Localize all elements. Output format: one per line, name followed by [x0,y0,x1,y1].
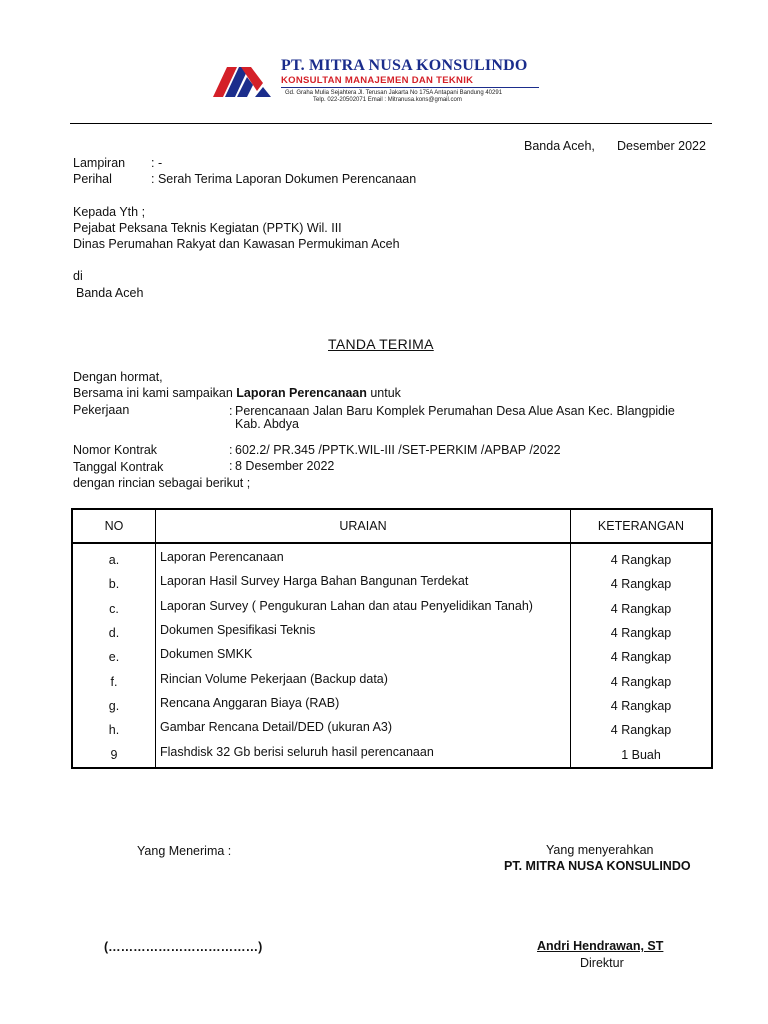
header-uraian: URAIAN [156,509,571,543]
row-no: 9 [72,742,156,767]
tanggal-kontrak-colon: : [229,459,233,473]
receiver-signature-blank: (………………………………) [104,940,263,954]
table-row [72,597,712,621]
row-no: h. [72,718,156,742]
pekerjaan-line-1: Perencanaan Jalan Baru Komplek Perumahan Desa Alue Asan Kec. Blangpidie [235,404,675,418]
row-uraian: Laporan Perencanaan [160,550,284,565]
pekerjaan-line-2: Kab. Abdya [235,417,299,431]
date: Desember 2022 [617,139,706,153]
row-keterangan: 1 Buah [571,742,713,767]
pekerjaan-label: Pekerjaan [73,403,130,417]
table-row [72,621,712,645]
nomor-kontrak-colon: : [229,443,233,457]
recipient-line-1: Pejabat Peksana Teknis Kegiatan (PPTK) Wil. III [73,221,342,235]
row-uraian: Gambar Rencana Detail/DED (ukuran A3) [160,720,393,735]
row-no: g. [72,694,156,718]
recipient-greeting: Kepada Yth ; [73,205,146,219]
document-title: TANDA TERIMA [328,336,434,352]
lampiran-value: : - [151,156,163,170]
row-uraian: Dokumen Spesifikasi Teknis [160,623,316,638]
table-row [72,742,712,767]
row-no: b. [72,572,156,596]
header-keterangan: KETERANGAN [571,509,713,543]
pekerjaan-colon: : [229,404,233,418]
row-no: d. [72,621,156,645]
perihal-label: Perihal [73,172,112,186]
row-uraian: Dokumen SMKK [160,647,253,662]
row-no: a. [72,543,156,572]
receiver-label: Yang Menerima : [137,844,232,858]
nomor-kontrak-value: 602.2/ PR.345 /PPTK.WIL-III /SET-PERKIM /APBAP /2022 [235,443,561,457]
company-name: PT. MITRA NUSA KONSULINDO [281,57,528,74]
table-row [72,645,712,669]
company-contact: Telp. 022-20502071 Email : Mitranusa.kons@gmail.com [313,97,462,103]
sender-title: Direktur [580,956,624,970]
row-keterangan: 4 Rangkap [571,621,713,645]
row-no: c. [72,597,156,621]
row-keterangan: 4 Rangkap [571,669,713,693]
row-no: f. [72,669,156,693]
recipient-line-2: Dinas Perumahan Rakyat dan Kawasan Permukiman Aceh [73,237,400,251]
recipient-city: Banda Aceh [76,286,144,300]
rincian-text: dengan rincian sebagai berikut ; [73,476,251,490]
row-keterangan: 4 Rangkap [571,645,713,669]
letterhead [205,55,540,105]
company-address: Gd. Graha Mulia Sejahtera Jl. Terusan Jakarta No 175A Antapani Bandung 40291 [285,90,503,96]
sender-company: PT. MITRA NUSA KONSULINDO [504,859,691,873]
row-uraian: Flashdisk 32 Gb berisi seluruh hasil perencanaan [160,744,434,759]
table-row [72,694,712,718]
row-keterangan: 4 Rangkap [571,597,713,621]
row-no: e. [72,645,156,669]
intro-post: untuk [366,386,401,400]
row-uraian: Rincian Volume Pekerjaan (Backup data) [160,671,388,686]
place: Banda Aceh, [524,139,595,153]
row-keterangan: 4 Rangkap [571,572,713,596]
sender-label: Yang menyerahkan [546,843,654,857]
intro-bold: Laporan Perencanaan [236,386,367,400]
header-no: NO [72,509,156,543]
recipient-di: di [73,269,83,283]
intro-line [73,386,401,400]
row-uraian: Laporan Survey ( Pengukuran Lahan dan atau Penyelidikan Tanah) [160,598,533,613]
letterhead-rule [281,87,539,88]
row-keterangan: 4 Rangkap [571,694,713,718]
header-divider [70,123,712,124]
row-uraian: Rencana Anggaran Biaya (RAB) [160,695,340,710]
row-keterangan: 4 Rangkap [571,543,713,572]
company-logo-icon [211,59,273,99]
table-header-row [72,509,712,543]
intro-pre: Bersama ini kami sampaikan [73,386,237,400]
perihal-value: : Serah Terima Laporan Dokumen Perencanaan [151,172,417,186]
table-row [72,718,712,742]
table-row [72,572,712,596]
items-table [71,508,713,769]
table-row [72,669,712,693]
sender-name: Andri Hendrawan, ST [537,939,664,953]
row-keterangan: 4 Rangkap [571,718,713,742]
table-row [72,543,712,572]
nomor-kontrak-label: Nomor Kontrak [73,443,158,457]
tanggal-kontrak-label: Tanggal Kontrak [73,460,164,474]
lampiran-label: Lampiran [73,156,126,170]
company-tagline: KONSULTAN MANAJEMEN DAN TEKNIK [281,75,474,86]
tanggal-kontrak-value: 8 Desember 2022 [235,459,335,473]
opening: Dengan hormat, [73,370,163,384]
row-uraian: Laporan Hasil Survey Harga Bahan Bangunan Terdekat [160,574,469,589]
